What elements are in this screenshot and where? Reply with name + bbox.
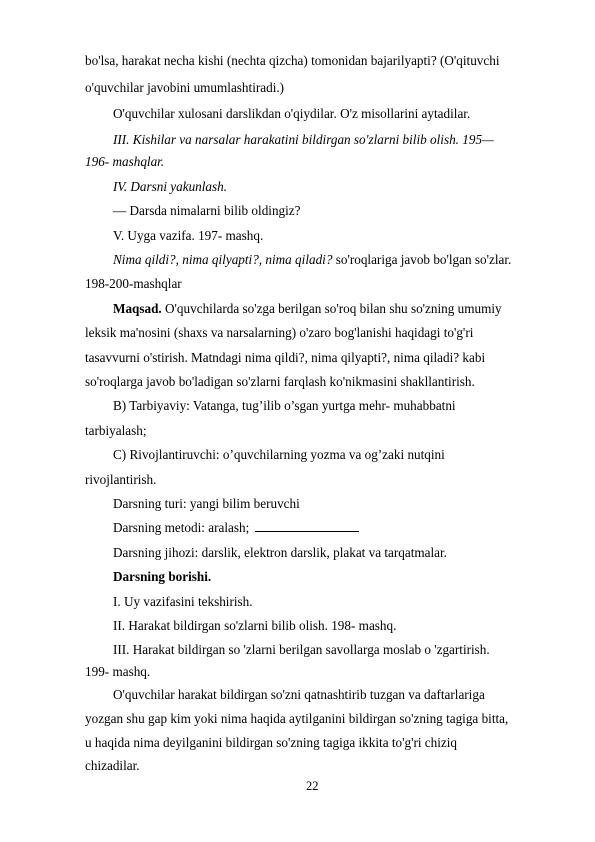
text-line: III. Harakat bildirgan so 'zlarni berilgan savollarga moslab o 'zgartirish. (113, 642, 490, 657)
text-line: bo'lsa, harakat necha kishi (nechta qizcha) tomonidan bajarilyapti? (O'qituvchi (85, 53, 500, 68)
method-text: Darsning metodi: aralash; (113, 520, 250, 535)
goal-text: O'quvchilarda so'zga berilgan so'roq bilan shu so'zning umumiy (161, 301, 502, 316)
text-line: Darsning turi: yangi bilim beruvchi (113, 496, 300, 511)
lesson-title-questions: Nima qildi?, nima qilyapti?, nima qiladi? (113, 252, 333, 267)
text-line: II. Harakat bildirgan so'zlarni bilib olish. 198- mashq. (113, 618, 397, 633)
text-line: O'quvchilar harakat bildirgan so'zni qatnashtirib tuzgan va daftarlariga (113, 687, 485, 702)
section-heading: III. Kishilar va narsalar harakatini bildirgan so'zlarni bilib olish. 195— (113, 132, 494, 147)
text-line: tasavvurni o'stirish. Matndagi nima qildi?, nima qilyapti?, nima qiladi? kabi (85, 350, 486, 365)
blank-underline (255, 520, 359, 532)
text-line: o'quvchilar javobini umumlashtiradi.) (85, 80, 285, 95)
lesson-title-line (113, 252, 511, 268)
text-line: I. Uy vazifasini tekshirish. (113, 594, 253, 609)
text-line: chizadilar. (85, 758, 140, 773)
text-line: 198-200-mashqlar (85, 276, 182, 291)
section-heading: Darsning borishi. (113, 569, 212, 584)
text-line: u haqida nima deyilganini bildirgan so'zning tagiga ikkita to'g'ri chiziq (85, 735, 458, 750)
text-line: O'quvchilar xulosani darslikdan o'qiydilar. O'z misollarini aytadilar. (113, 106, 471, 121)
section-heading-continued: 196- mashqlar. (85, 154, 165, 169)
text-line: B) Tarbiyaviy: Vatanga, tug’ilib o’sgan yurtga mehr- muhabbatni (113, 398, 456, 413)
page-number: 22 (306, 779, 319, 793)
text-line: 199- mashq. (85, 664, 151, 679)
goal-label: Maqsad. (113, 301, 162, 316)
method-line (113, 520, 359, 536)
section-heading: IV. Darsni yakunlash. (113, 179, 228, 194)
text-line: C) Rivojlantiruvchi: o’quvchilarning yozma va og’zaki nutqini (113, 447, 445, 462)
text-line: leksik ma'nosini (shaxs va narsalarning) o'zaro bog'lanishi haqidagi to'g'ri (85, 325, 474, 340)
text-line: Darsning jihozi: darslik, elektron darslik, plakat va tarqatmalar. (113, 545, 447, 560)
text-line: tarbiyalash; (85, 423, 147, 438)
goal-line (113, 301, 502, 317)
text-line: V. Uyga vazifa. 197- mashq. (113, 228, 264, 243)
text-line: — Darsda nimalarni bilib oldingiz? (113, 203, 301, 218)
text-line: so'roqlarga javob bo'ladigan so'zlarni farqlash ko'nikmasini shakllantirish. (85, 374, 475, 389)
text-line: rivojlantirish. (85, 472, 157, 487)
lesson-title-rest: so'roqlariga javob bo'lgan so'zlar. (332, 252, 512, 267)
text-line: yozgan shu gap kim yoki nima haqida aytilganini bildirgan so'zning tagiga bitta, (85, 711, 509, 726)
